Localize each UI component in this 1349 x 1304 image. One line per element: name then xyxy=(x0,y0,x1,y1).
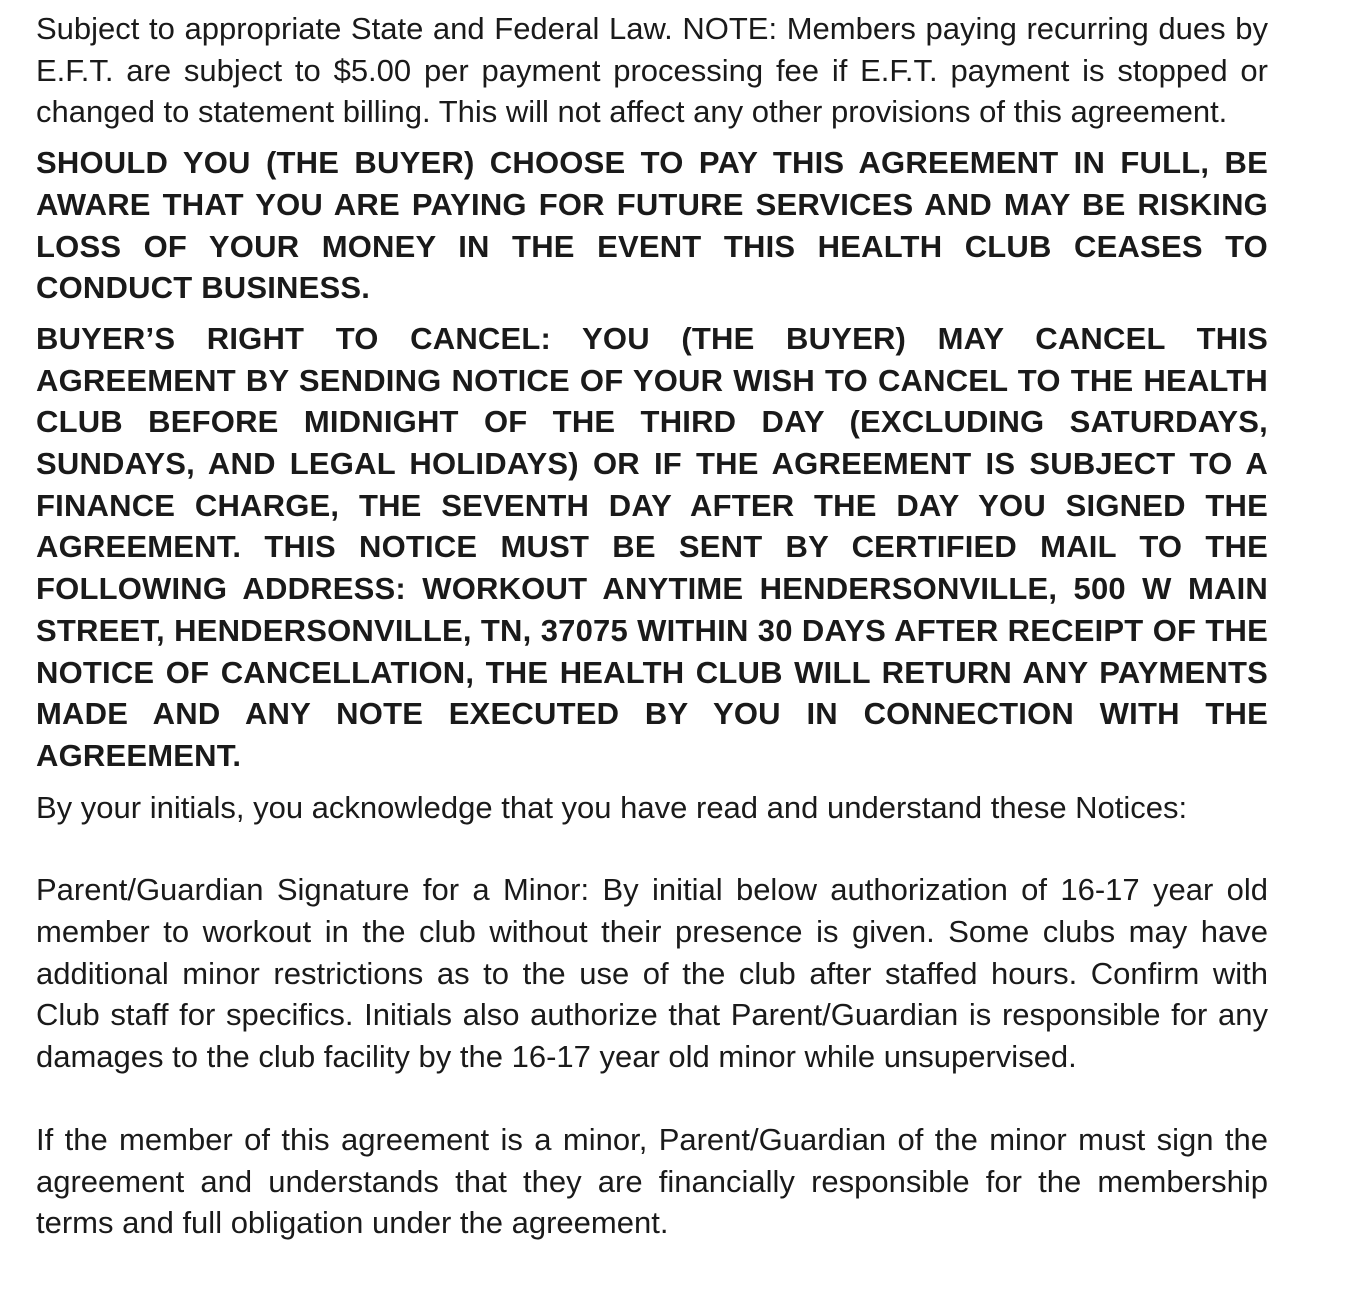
eft-notice-paragraph: Subject to appropriate State and Federal Law. NOTE: Members paying recurring dues by E.F.T. are subject to $5.00 per payment processing fee if E.F.T. payment is stopped or changed to statement billing. This will not affect any other provisions of this agreement. xyxy=(36,11,1268,130)
acknowledgement-paragraph: By your initials, you acknowledge that you have read and understand these Notices: xyxy=(36,789,1188,825)
agreement-notices xyxy=(36,8,1268,1244)
right-to-cancel-paragraph: BUYER’S RIGHT TO CANCEL: YOU (THE BUYER) MAY CANCEL THIS AGREEMENT BY SENDING NOTICE OF YOUR WISH TO CANCEL TO THE HEALTH CLUB BEFORE MIDNIGHT OF THE THIRD DAY (EXCLUDING SATURDAYS, SUNDAYS, AND LEGAL HOLIDAYS) OR IF THE AGREEMENT IS SUBJECT TO A FINANCE CHARGE, THE SEVENTH DAY AFTER THE DAY YOU SIGNED THE AGREEMENT. THIS NOTICE MUST BE SENT BY CERTIFIED MAIL TO THE FOLLOWING ADDRESS: WORKOUT ANYTIME HENDERSONVILLE, 500 W MAIN STREET, HENDERSONVILLE, TN, 37075 WITHIN 30 DAYS AFTER RECEIPT OF THE NOTICE OF CANCELLATION, THE HEALTH CLUB WILL RETURN ANY PAYMENTS MADE AND ANY NOTE EXECUTED BY YOU IN CONNECTION WITH THE AGREEMENT. xyxy=(36,320,1268,773)
minor-financial-responsibility-paragraph: If the member of this agreement is a minor, Parent/Guardian of the minor must sign the agreement and understands that they are financially responsible for the membership terms and full obligation under the agreement. xyxy=(36,1121,1268,1241)
minor-authorization-paragraph: Parent/Guardian Signature for a Minor: By initial below authorization of 16-17 year old member to workout in the club without their presence is given. Some clubs may have additional minor restrictions as to the use of the club after staffed hours. Confirm with Club staff for specifics. Initials also authorize that Parent/Guardian is responsible for any damages to the club facility by the 16-17 year old minor while unsupervised. xyxy=(36,872,1268,1075)
pay-in-full-warning-paragraph: SHOULD YOU (THE BUYER) CHOOSE TO PAY THIS AGREEMENT IN FULL, BE AWARE THAT YOU ARE PAYING FOR FUTURE SERVICES AND MAY BE RISKING LOSS OF YOUR MONEY IN THE EVENT THIS HEALTH CLUB CEASES TO CONDUCT BUSINESS. xyxy=(36,145,1268,306)
